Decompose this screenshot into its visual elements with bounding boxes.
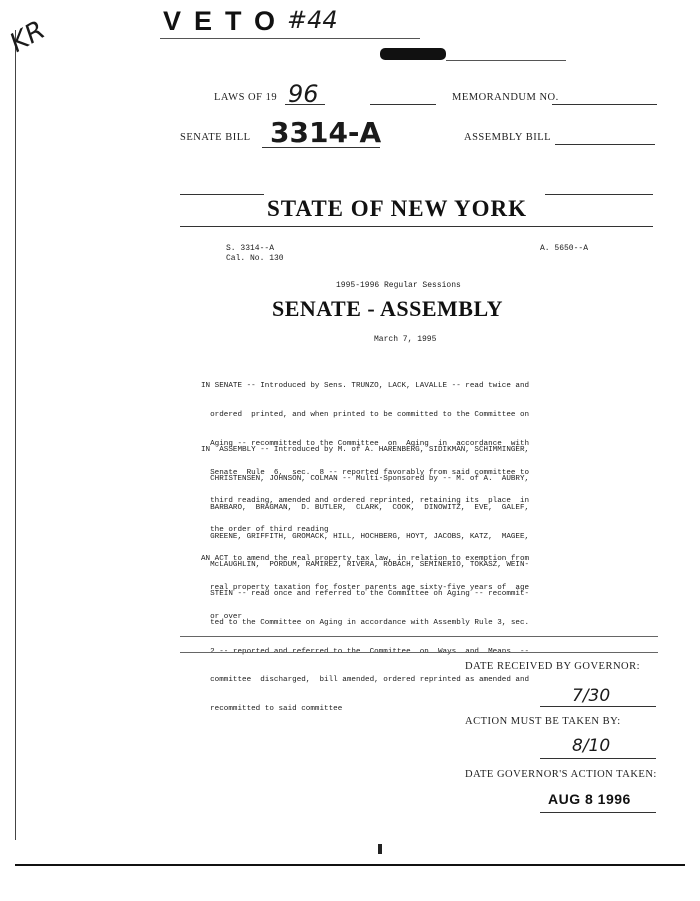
memorandum-line	[552, 104, 657, 105]
senate-line: third reading, amended and ordered reprinted, retaining its place in	[201, 497, 530, 506]
assembly-line: 2 -- reported and referred to the Committee on Ways and Means --	[201, 647, 530, 656]
redaction-line	[446, 60, 566, 61]
cal-number: Cal. No. 130	[226, 254, 284, 263]
chamber-title: SENATE - ASSEMBLY	[272, 296, 504, 321]
action-taken-line	[540, 812, 656, 813]
title-rule-right	[545, 194, 653, 195]
action-taken-label: DATE GOVERNOR'S ACTION TAKEN:	[465, 769, 657, 780]
senate-line: IN SENATE -- Introduced by Sens. TRUNZO, LACK, LAVALLE -- read twice and	[201, 382, 530, 391]
divider-line	[180, 652, 658, 653]
title-rule-left	[180, 194, 264, 195]
assembly-line: committee discharged, bill amended, ordered reprinted as amended and	[201, 676, 530, 685]
document-title: STATE OF NEW YORK	[267, 196, 528, 221]
assembly-line: BARBARO, BRAGMAN, D. BUTLER, CLARK, COOK, DINOWITZ, EVE, GALEF,	[201, 503, 530, 512]
act-line: real property taxation for foster parents age sixty-five years of age	[201, 583, 530, 592]
title-underline	[180, 226, 653, 227]
senate-number: S. 3314--A	[226, 244, 275, 253]
senate-line: Aging -- recommitted to the Committee on Aging in accordance with	[201, 439, 530, 448]
assembly-line: IN ASSEMBLY -- Introduced by M. of A. HARENBERG, SIDIKMAN, SCHIMMINGER,	[201, 446, 530, 455]
action-taken-stamp: AUG 8 1996	[548, 791, 631, 807]
date-received-line	[540, 706, 656, 707]
redaction-mark	[380, 48, 446, 60]
laws-of-year: 96	[288, 80, 319, 108]
margin-initials: KR	[4, 15, 51, 59]
assembly-bill-line	[555, 144, 655, 145]
senate-bill-number: 3314-A	[270, 116, 382, 149]
assembly-bill-label: ASSEMBLY BILL	[464, 132, 552, 143]
action-by-value: 8/10	[572, 736, 611, 756]
assembly-number: A. 5650--A	[540, 244, 589, 253]
senate-line: the order of third reading	[201, 526, 329, 535]
blank-line	[370, 104, 436, 105]
memorandum-label: MEMORANDUM NO.	[452, 92, 559, 103]
action-by-line	[540, 758, 656, 759]
laws-of-label: LAWS OF 19	[214, 92, 278, 103]
veto-number: #44	[287, 6, 338, 34]
laws-of-underline	[285, 104, 325, 105]
divider-line	[180, 636, 658, 637]
senate-bill-label: SENATE BILL	[180, 132, 251, 143]
bottom-border	[15, 864, 685, 866]
senate-bill-underline	[262, 147, 380, 148]
assembly-line: recommitted to said committee	[201, 705, 343, 714]
session: 1995-1996 Regular Sessions	[336, 281, 461, 290]
senate-line: Senate Rule 6, sec. 8 -- reported favorably from said committee to	[201, 468, 530, 477]
assembly-line: McLAUGHLIN, PORDUM, RAMIREZ, RIVERA, ROBACH, SEMINERIO, TOKASZ, WEIN-	[201, 561, 530, 570]
assembly-line: ted to the Committee on Aging in accordance with Assembly Rule 3, sec.	[201, 618, 530, 627]
top-rule	[160, 38, 420, 39]
date-received-value: 7/30	[572, 686, 611, 706]
act-line: AN ACT to amend the real property tax law, in relation to exemption from	[201, 555, 530, 564]
action-by-label: ACTION MUST BE TAKEN BY:	[465, 716, 621, 727]
bottom-mark	[378, 844, 382, 854]
bill-date: March 7, 1995	[374, 335, 437, 344]
date-received-label: DATE RECEIVED BY GOVERNOR:	[465, 661, 641, 672]
act-line: or over	[201, 612, 243, 621]
assembly-line: CHRISTENSEN, JOHNSON, COLMAN -- Multi-Sponsored by -- M. of A. AUBRY,	[201, 474, 530, 483]
veto-label: VETO	[163, 6, 289, 36]
left-margin-line	[15, 30, 16, 840]
act-paragraph	[201, 536, 529, 632]
assembly-line: STEIN -- read once and referred to the Committee on Aging -- recommit-	[201, 590, 530, 599]
senate-line: ordered printed, and when printed to be committed to the Committee on	[201, 410, 530, 419]
assembly-line: GREENE, GRIFFITH, GROMACK, HILL, HOCHBERG, HOYT, JACOBS, KATZ, MAGEE,	[201, 532, 530, 541]
